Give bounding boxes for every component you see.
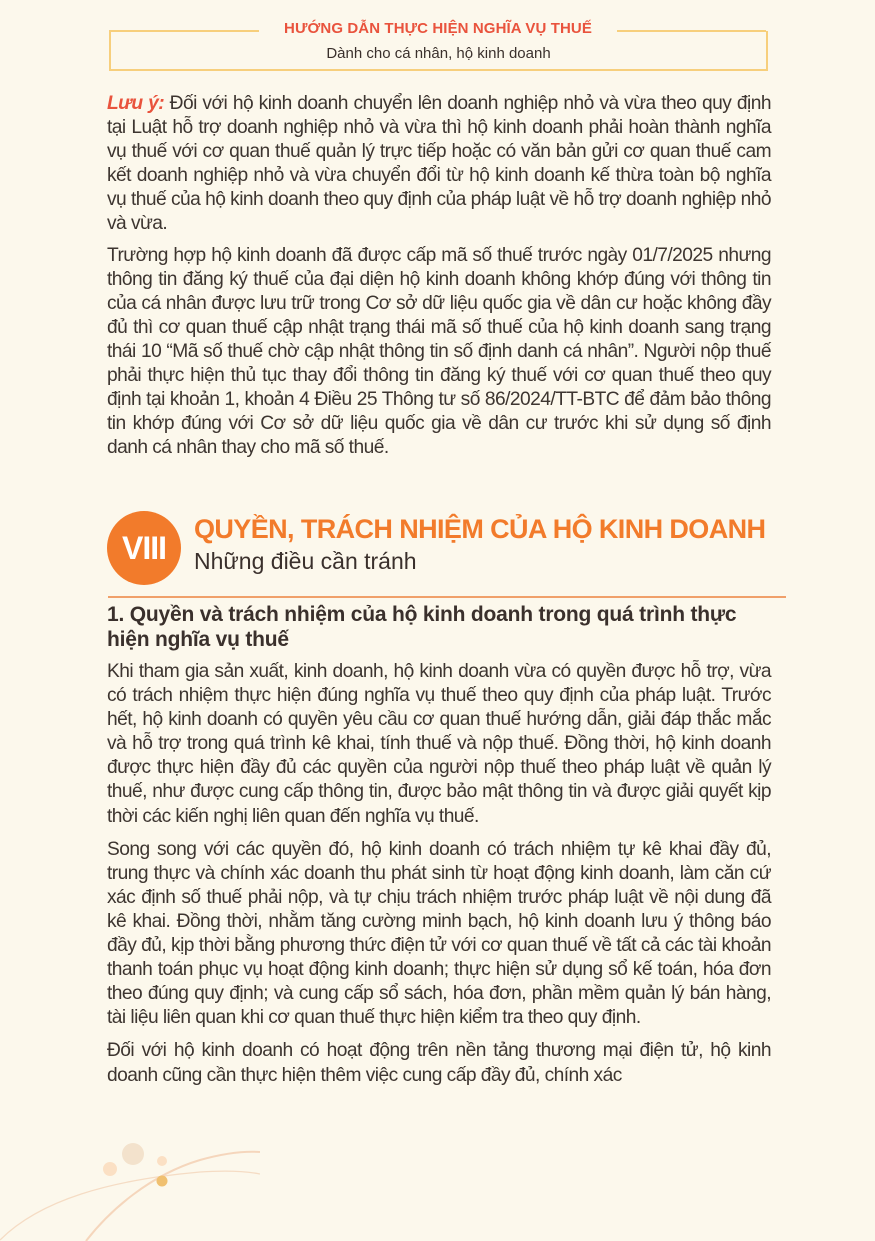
body-paragraph: Đối với hộ kinh doanh có hoạt động trên nền tảng thương mại điện tử, hộ kinh doanh cũng cần thực hiện thêm việc cung cấp đầy đủ, chính xác [107,1040,771,1086]
section-title: QUYỀN, TRÁCH NHIỆM CỦA HỘ KINH DOANH [194,514,766,544]
subsection-content [107,660,771,1097]
note-paragraph [107,92,771,237]
decorative-swoosh-icon [0,1130,260,1241]
note-text: Đối với hộ kinh doanh chuyển lên doanh nghiệp nhỏ và vừa theo quy định tại Luật hỗ trợ doanh nghiệp nhỏ và vừa thì hộ kinh doanh phải hoàn thành nghĩa vụ thuế với cơ quan thuế quản lý trực tiếp hoặc có văn bản gửi cơ quan thuế cam kết doanh nghiệp nhỏ và vừa chuyển đổi từ hộ kinh doanh kế thừa toàn bộ nghĩa vụ thuế của hộ kinh doanh theo quy định của pháp luật về hỗ trợ doanh nghiệp nhỏ và vừa. [107,93,771,235]
intro-content [107,92,771,467]
section-numeral-badge: VIII [107,511,181,585]
note-label: Lưu ý: [107,93,165,114]
body-paragraph: Khi tham gia sản xuất, kinh doanh, hộ kinh doanh vừa có quyền được hỗ trợ, vừa có trách nhiệm thực hiện đúng nghĩa vụ thuế theo quy định của pháp luật. Trước hết, hộ kinh doanh có quyền yêu cầu cơ quan thuế hướng dẫn, giải đáp thắc mắc và hỗ trợ trong quá trình kê khai, tính thuế và nộp thuế. Đồng thời, hộ kinh doanh được thực hiện đầy đủ các quyền của người nộp thuế theo pháp luật về quản lý thuế, như được cung cấp thông tin, được bảo mật thông tin và được giải quyết kịp thời các kiến nghị liên quan đến nghĩa vụ thuế. [107,661,771,827]
section-subtitle: Những điều cần tránh [194,548,417,574]
case-paragraph: Trường hợp hộ kinh doanh đã được cấp mã số thuế trước ngày 01/7/2025 nhưng thông tin đăng ký thuế của đại diện hộ kinh doanh không khớp đúng với thông tin của cá nhân được lưu trữ trong Cơ sở dữ liệu quốc gia về dân cư hoặc không đầy đủ thì cơ quan thuế cập nhật trạng thái mã số thuế của hộ kinh doanh sang trạng thái 10 “Mã số thuế chờ cập nhật thông tin số định danh cá nhân”. Người nộp thuế phải thực hiện thủ tục thay đổi thông tin đăng ký thuế với cơ quan thuế theo quy định tại khoản 1, khoản 4 Điều 25 Thông tư số 86/2024/TT-BTC để đảm bảo thông tin khớp đúng với Cơ sở dữ liệu quốc gia về dân cư trước khi sử dụng số định danh cá nhân thay cho mã số thuế. [107,244,771,459]
document-title: HƯỚNG DẪN THỰC HIỆN NGHĨA VỤ THUẾ [284,20,592,37]
body-paragraph: Song song với các quyền đó, hộ kinh doanh có trách nhiệm tự kê khai đầy đủ, trung thực và chính xác doanh thu phát sinh từ hoạt động kinh doanh, làm căn cứ xác định số thuế phải nộp, và tự chịu trách nhiệm trước pháp luật về nội dung đã kê khai. Đồng thời, nhằm tăng cường minh bạch, hộ kinh doanh lưu ý thông báo đầy đủ, kịp thời bằng phương thức điện tử với cơ quan thuế về tất cả các tài khoản thanh toán phục vụ hoạt động kinh doanh; thực hiện sử dụng sổ kế toán, hóa đơn theo đúng quy định; và cung cấp sổ sách, hóa đơn, phần mềm quản lý bán hàng, tài liệu liên quan khi cơ quan thuế thực hiện kiểm tra theo quy định. [107,838,771,1029]
section-divider [108,596,786,598]
section-header [107,511,787,587]
document-subtitle: Dành cho cá nhân, hộ kinh doanh [326,45,551,62]
subsection-heading: 1. Quyền và trách nhiệm của hộ kinh doanh trong quá trình thực hiện nghĩa vụ thuế [107,603,737,651]
